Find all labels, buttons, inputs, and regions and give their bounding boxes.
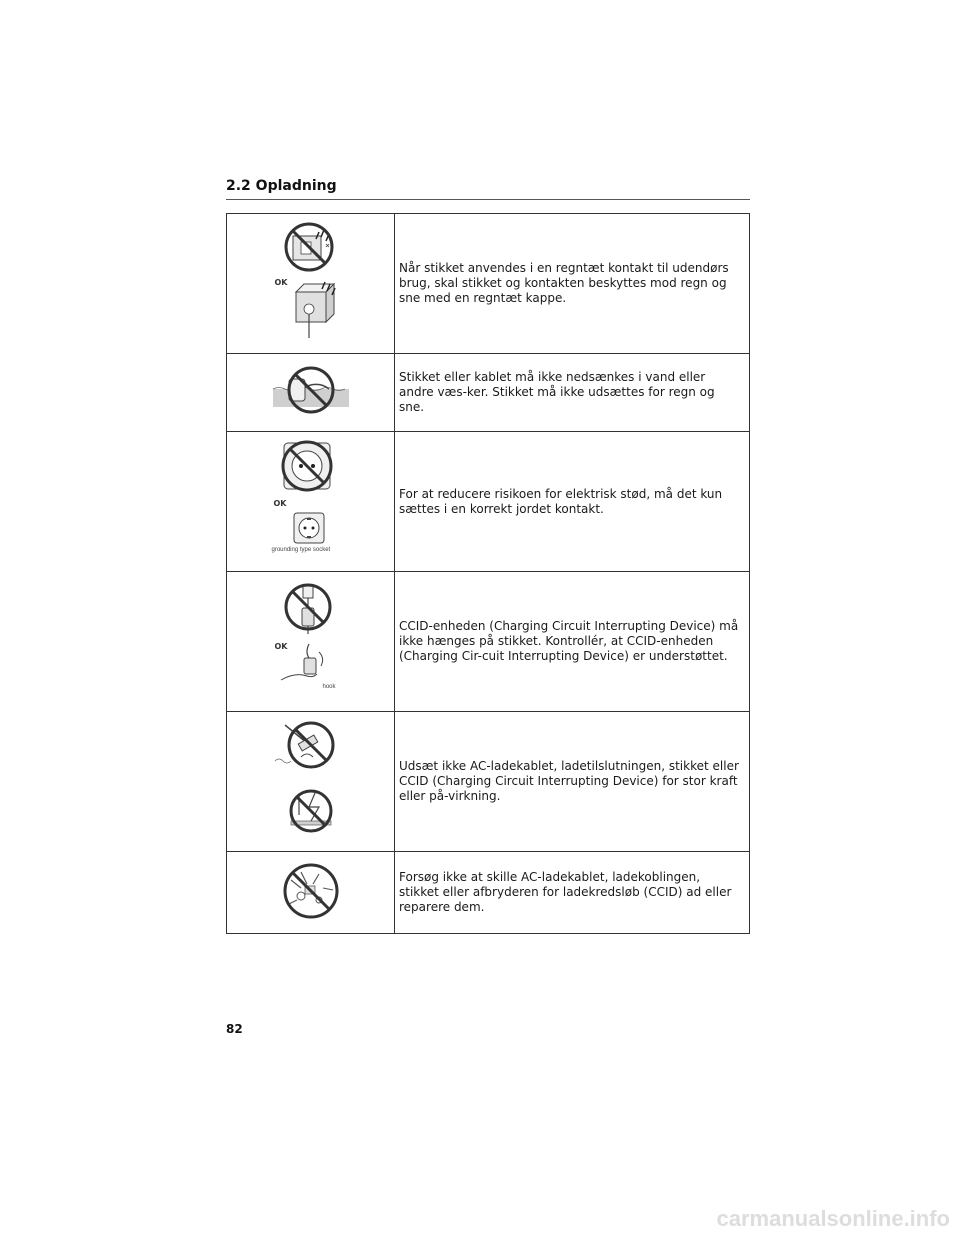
icon-cell (227, 852, 395, 934)
grounding-socket-label: grounding type socket (271, 546, 331, 553)
icon-cell (227, 432, 395, 572)
icon-cell (227, 214, 395, 354)
ccid-hanging-illustration (271, 580, 351, 700)
prohibited-rain-socket-icon (286, 224, 332, 270)
grounding-socket-ok-icon (294, 513, 324, 543)
watermark: carmanualsonline.info (716, 1206, 950, 1231)
prohibited-water-immersion-icon (271, 363, 351, 419)
table-row (227, 852, 750, 934)
instruction-text: For at reducere risikoen for elektrisk stød, må det kun sættes i en korrekt jordet kontakt. (395, 432, 750, 572)
prohibited-impact-icon (291, 791, 331, 831)
ok-label: OK (274, 641, 288, 651)
title-rule (226, 199, 750, 200)
page-number: 82 (226, 1022, 243, 1036)
section-title: 2.2 Opladning (226, 178, 337, 194)
prohibited-hanging-ccid-icon (286, 585, 330, 634)
water-immersion-illustration (271, 363, 351, 419)
instruction-text: Forsøg ikke at skille AC-ladekablet, ladekoblingen, stikket eller afbryderen for ladekredsløb (CCID) ad eller reparere dem. (395, 852, 750, 934)
prohibited-ungrounded-socket-icon (283, 442, 331, 490)
table-row (227, 572, 750, 712)
grounded-socket-illustration (266, 439, 356, 561)
ok-label: OK (273, 498, 287, 508)
table-row (227, 214, 750, 354)
instruction-text: Når stikket anvendes i en regntæt kontakt til udendørs brug, skal stikket og kontakten beskyttes mod regn og sne med en regntæt kappe. (395, 214, 750, 354)
instruction-text: Udsæt ikke AC-ladekablet, ladetilslutningen, stikket eller CCID (Charging Circuit Interrupting Device) for stor kraft eller på-virkning. (395, 712, 750, 852)
icon-cell (227, 572, 395, 712)
disassembly-illustration (271, 860, 351, 922)
rain-cover-illustration (271, 222, 351, 342)
hook-label: hook (322, 683, 336, 690)
warning-table (226, 213, 750, 934)
instruction-text: CCID-enheden (Charging Circuit Interrupting Device) må ikke hænges på stikket. Kontrollér, at CCID-enheden (Charging Cir-cuit Interrupting Device) er understøttet. (395, 572, 750, 712)
table-row (227, 432, 750, 572)
table-row (227, 712, 750, 852)
ok-label: OK (274, 277, 288, 287)
icon-cell (227, 354, 395, 432)
prohibited-crushing-icon (275, 723, 333, 767)
force-impact-illustration (271, 717, 351, 843)
table-row (227, 354, 750, 432)
icon-cell (227, 712, 395, 852)
instruction-text: Stikket eller kablet må ikke nedsænkes i vand eller andre væs-ker. Stikket må ikke udsættes for regn og sne. (395, 354, 750, 432)
prohibited-disassembly-icon (271, 860, 351, 922)
covered-socket-ok-icon (296, 282, 335, 338)
